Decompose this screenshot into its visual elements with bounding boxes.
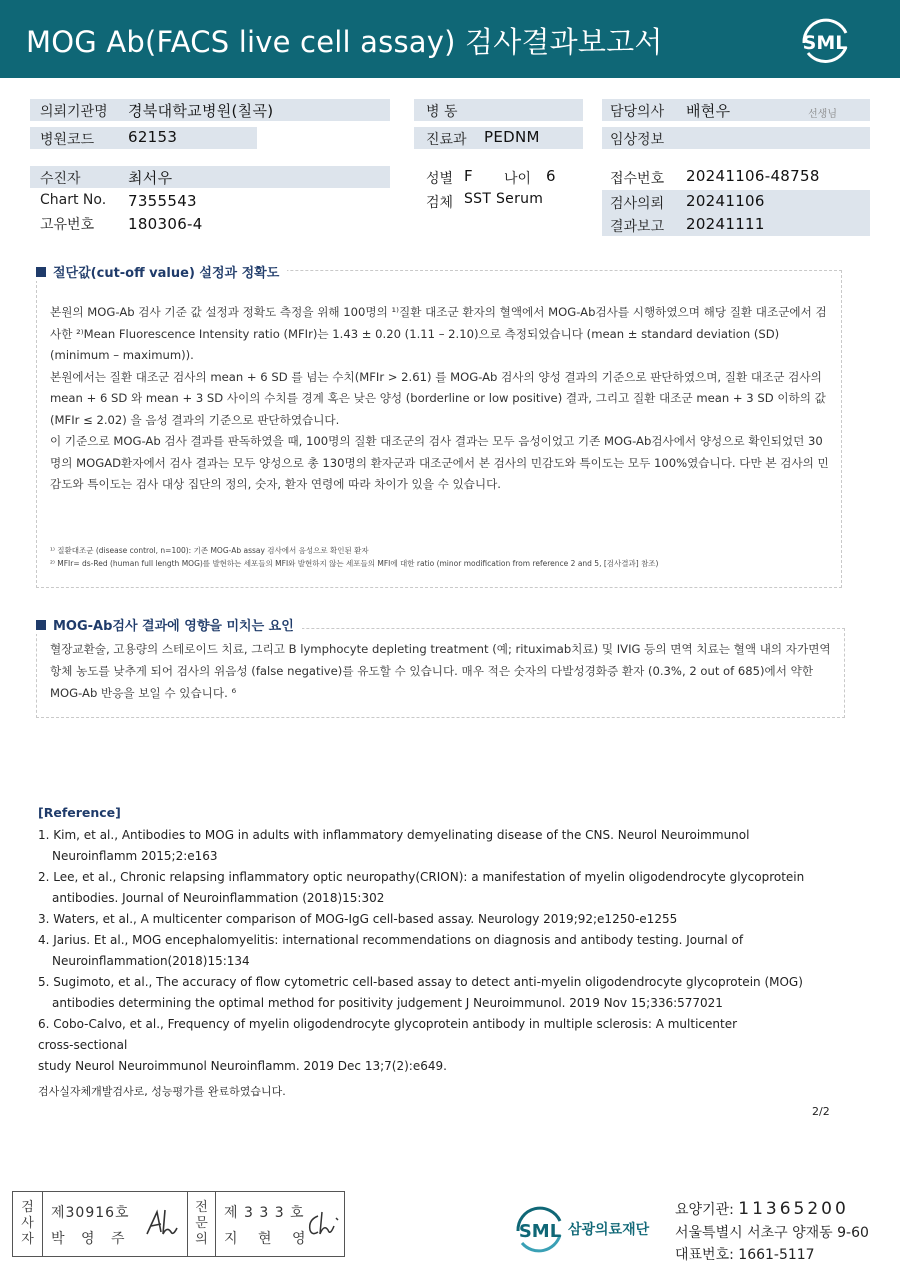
reference-item: 5. Sugimoto, et al., The accuracy of flow cytometric cell-based assay to detect anti-myelin oligodendrocyte glycoprotein (MOG) antibodies determining the optimal method for positivity judgement J Neuroimmunol. 2019 Nov 15;336:577021 bbox=[38, 975, 803, 1010]
cutoff-paragraph-1: 본원의 MOG-Ab 검사 기준 값 설정과 정확도 측정을 위해 100명의 ¹⁾질환 대조군 환자의 혈액에서 MOG-Ab검사를 시행하였으며 해당 질환 대조군에서 검사한 ²⁾Mean Fluorescence Intensity ratio (MFIr)는 1.43 ± 0.20 (1.11 – 2.10)으로 측정되었습니다 (mean ± standard deviation (SD) (minimum – maximum)). bbox=[50, 305, 827, 362]
examiner-signature-icon bbox=[143, 1204, 183, 1244]
age-value: 6 bbox=[546, 167, 556, 185]
header-logo-text: SML bbox=[802, 32, 848, 54]
cutoff-paragraph-2: 본원에서는 질환 대조군 검사의 mean + 6 SD 를 넘는 수치(MFIr > 2.61) 를 MOG-Ab 검사의 양성 결과의 기준으로 판단하였으며, 질환 대조군 검사의 mean + 6 SD 와 mean + 3 SD 사이의 수치를 경계 혹은 낮은 양성 (borderline or low positive) 결과, 그리고 질환 대조군 mean + 3 SD 이하의 값 (MFIr ≤ 2.02) 을 음성 결과의 기준으로 판단하였습니다. bbox=[50, 369, 826, 427]
report-date-label: 결과보고 bbox=[610, 219, 665, 235]
report-date-value: 20241111 bbox=[686, 215, 765, 233]
cutoff-paragraph-3: 이 기준으로 MOG-Ab 검사 결과를 판독하였을 때, 100명의 질환 대조군의 검사 결과는 모두 음성이었고 기존 MOG-Ab검사에서 양성으로 확인되었던 30명의 MOGAD환자에서 검사 결과는 모두 양성으로 총 130명의 환자군과 대조군에서 본 검사의 민감도와 특이도는 모두 100%였습니다. 다만 본 검사의 민감도와 특이도는 검사 대상 집단의 정의, 숫자, 환자 연령에 따라 차이가 있을 수 있습니다. bbox=[50, 434, 829, 491]
specimen-value: SST Serum bbox=[464, 191, 544, 207]
specialist-cell bbox=[216, 1192, 344, 1256]
institution-value: 경북대학교병원(칠곡) bbox=[128, 102, 274, 120]
specialist-label: 전 문 의 bbox=[188, 1192, 216, 1256]
footer-phone: 대표번호: 1661-5117 bbox=[675, 1247, 815, 1263]
unique-no-value: 180306-4 bbox=[128, 215, 203, 233]
report-header bbox=[0, 0, 900, 78]
specialist-license-no: 제 3 3 3 호 bbox=[224, 1205, 305, 1221]
reference-item bbox=[38, 1014, 838, 1077]
department-label: 진료과 bbox=[426, 132, 467, 148]
patient-name: 최서우 bbox=[128, 169, 173, 187]
page-number: 2/2 bbox=[812, 1105, 830, 1118]
doctor-suffix: 선생님 bbox=[808, 109, 837, 120]
reference-item: 4. Jarius. Et al., MOG encephalomyelitis: international recommendations on diagnosis and antibody testing. Journal of Neuroinflammation(2018)15:134 bbox=[38, 933, 744, 968]
report-title: MOG Ab(FACS live cell assay) 검사결과보고서 bbox=[26, 25, 663, 59]
sml-footer-logo-icon bbox=[512, 1201, 568, 1257]
footer-institution-code: 요양기관: 11365200 bbox=[675, 1199, 849, 1219]
institution-label: 의뢰기관명 bbox=[40, 104, 108, 120]
factors-paragraph: 혈장교환술, 고용량의 스테로이드 치료, 그리고 B lymphocyte depleting treatment (예; rituximab치료) 및 IVIG 등의 면역 치료는 혈액 내의 자가면역 항체 농도를 낮추게 되어 검사의 위음성 (false negative)를 유도할 수 있습니다. 매우 적은 숫자의 다발성경화증 환자 (0.3%, 2 out of 685)에서 약한 MOG-Ab 반응을 보일 수 있습니다. ⁶ bbox=[50, 642, 831, 700]
validation-note: 검사실자체개발검사로, 성능평가를 완료하였습니다. bbox=[38, 1085, 286, 1098]
sml-logo-icon bbox=[796, 13, 854, 67]
unique-no-label: 고유번호 bbox=[40, 217, 95, 233]
reference-6-line-2: cross-sectional bbox=[38, 1038, 128, 1052]
request-date-value: 20241106 bbox=[686, 192, 765, 210]
footer-address: 서울특별시 서초구 양재동 9-60 bbox=[675, 1225, 869, 1241]
specimen-label: 검체 bbox=[426, 195, 454, 211]
examiner-cell bbox=[43, 1192, 188, 1256]
reference-item: 2. Lee, et al., Chronic relapsing inflammatory optic neuropathy(CRION): a manifestation of myelin oligodendrocyte glycoprotein antibodies. Journal of Neuroinflammation (2018)15:302 bbox=[38, 870, 805, 905]
footnote-2: ²⁾ MFIr= ds-Red (human full length MOG)를 발현하는 세포들의 MFI와 발현하지 않는 세포들의 MFI에 대한 ratio (minor modification from reference 2 and 5, [검사결과] 참조) bbox=[50, 559, 659, 568]
footnote-1: ¹⁾ 질환대조군 (disease control, n=100): 기존 MOG-Ab assay 검사에서 음성으로 확인된 환자 bbox=[50, 546, 369, 555]
square-bullet-icon bbox=[36, 267, 46, 277]
receipt-no-value: 20241106-48758 bbox=[686, 167, 820, 185]
receipt-no-label: 접수번호 bbox=[610, 171, 665, 187]
footer-org-name: 삼광의료재단 bbox=[568, 1222, 650, 1238]
examiner-license-no: 제30916호 bbox=[51, 1205, 130, 1221]
sex-value: F bbox=[464, 167, 473, 185]
factors-section-title: MOG-Ab검사 결과에 영향을 미치는 요인 bbox=[36, 615, 302, 634]
ward-label: 병 동 bbox=[426, 104, 458, 120]
square-bullet-icon bbox=[36, 620, 46, 630]
sex-label: 성별 bbox=[426, 171, 454, 187]
chart-no-value: 7355543 bbox=[128, 192, 197, 210]
patient-label: 수진자 bbox=[40, 171, 81, 187]
reference-item: 1. Kim, et al., Antibodies to MOG in adults with inflammatory demyelinating disease of the CNS. Neurol Neuroimmunol Neuroinflamm 2015;2:e163 bbox=[38, 828, 750, 863]
reference-6-line-1: 6. Cobo-Calvo, et al., Frequency of myelin oligodendrocyte glycoprotein antibody in multiple sclerosis: A multicenter bbox=[38, 1017, 738, 1031]
doctor-label: 담당의사 bbox=[610, 104, 665, 120]
hospital-code-label: 병원코드 bbox=[40, 132, 95, 148]
reference-6-line-3: study Neurol Neuroimmunol Neuroinflamm. 2019 Dec 13;7(2):e649. bbox=[38, 1059, 447, 1073]
specialist-signature-icon bbox=[304, 1208, 342, 1242]
doctor-value: 배현우 bbox=[686, 102, 731, 120]
specialist-name: 지 현 영 bbox=[224, 1231, 314, 1247]
request-date-label: 검사의뢰 bbox=[610, 196, 665, 212]
cutoff-section-body bbox=[50, 302, 832, 496]
footer-logo bbox=[512, 1199, 672, 1259]
chart-no-label: Chart No. bbox=[40, 192, 107, 208]
clinical-info-label: 임상정보 bbox=[610, 132, 665, 148]
hospital-code-value: 62153 bbox=[128, 128, 178, 146]
examiner-label: 검 사 자 bbox=[13, 1192, 43, 1256]
reference-list bbox=[38, 825, 838, 1077]
examiner-name: 박 영 주 bbox=[51, 1231, 131, 1247]
signature-box bbox=[12, 1191, 345, 1257]
department-value: PEDNM bbox=[484, 128, 540, 146]
age-label: 나이 bbox=[504, 171, 532, 187]
footer-logo-text: SML bbox=[518, 1221, 562, 1242]
reference-item: 3. Waters, et al., A multicenter comparison of MOG-IgG cell-based assay. Neurology 2019;92;e1250-e1255 bbox=[38, 912, 678, 926]
cutoff-section-title: 절단값(cut-off value) 설정과 정확도 bbox=[36, 262, 287, 281]
reference-title: [Reference] bbox=[38, 805, 121, 820]
